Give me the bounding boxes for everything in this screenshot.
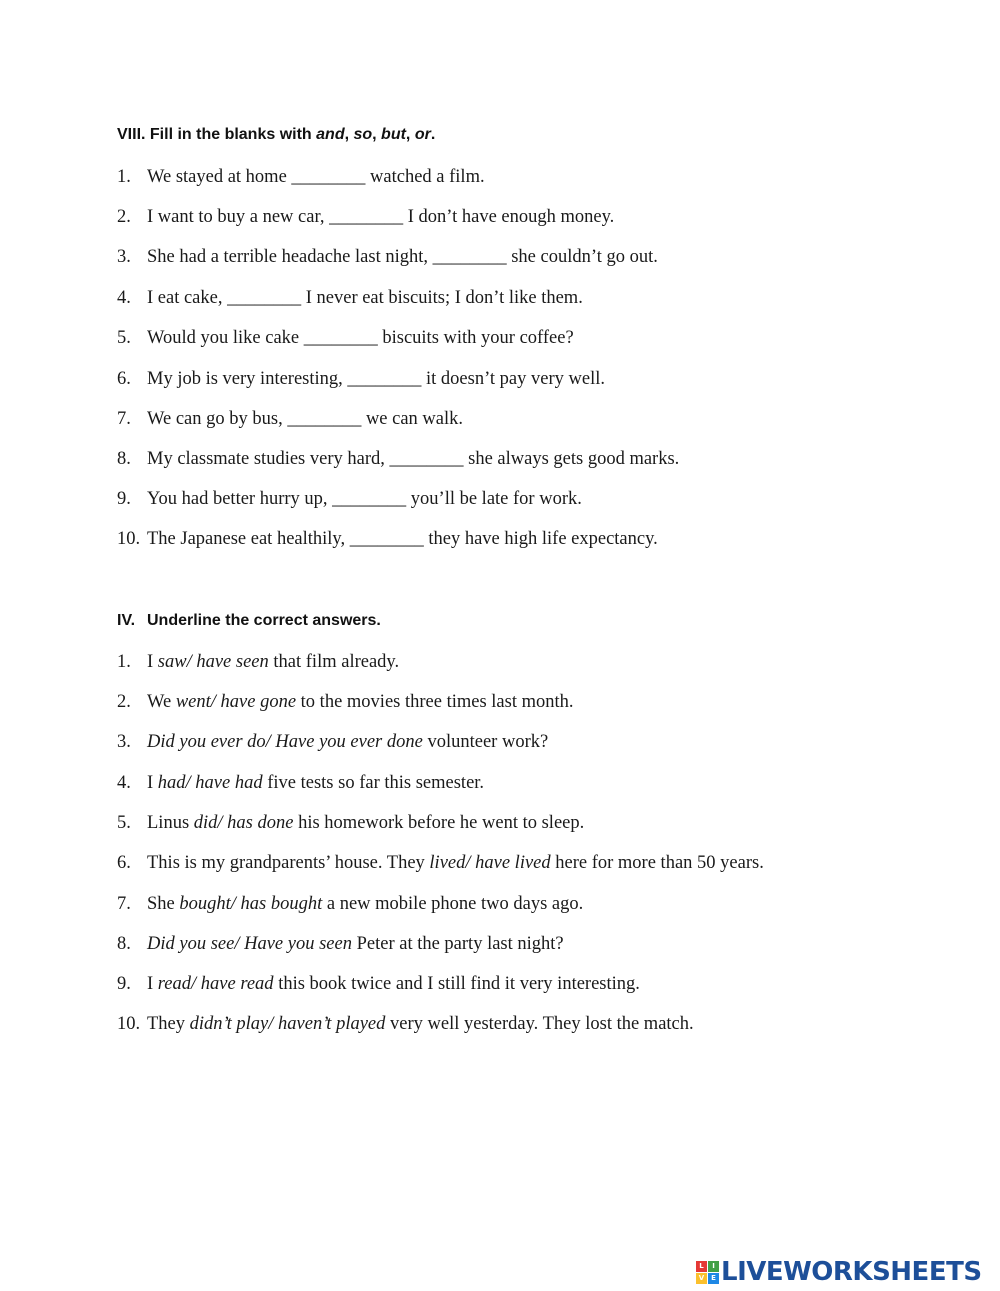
- underline-item: [117, 1014, 694, 1035]
- heading-number: IV.: [117, 612, 136, 629]
- item-text: We stayed at home ________ watched a film.: [147, 167, 485, 187]
- answer-options[interactable]: bought/ has bought: [179, 894, 323, 914]
- item-number: 5.: [117, 328, 131, 348]
- fill-blank-item: [117, 449, 679, 470]
- item-post: his homework before he went to sleep.: [293, 813, 585, 833]
- item-number: 4.: [117, 288, 131, 308]
- item-pre: We: [147, 692, 176, 712]
- item-post: very well yesterday. They lost the match.: [385, 1014, 694, 1034]
- conj-and: and: [316, 126, 345, 143]
- item-pre: She: [147, 894, 180, 914]
- item-number: 1.: [117, 167, 131, 187]
- item-post: five tests so far this semester.: [262, 773, 485, 793]
- fill-blank-item: [117, 409, 463, 430]
- item-number: 9.: [117, 489, 131, 509]
- underline-item: [117, 692, 574, 713]
- item-number: 8.: [117, 934, 131, 954]
- item-text: The Japanese eat healthily, ________ they have high life expectancy.: [147, 529, 658, 549]
- item-text: My classmate studies very hard, ________ she always gets good marks.: [147, 449, 680, 469]
- item-post: that film already.: [268, 652, 400, 672]
- answer-options[interactable]: had/ have had: [157, 773, 263, 793]
- heading-sep: ,: [344, 126, 354, 143]
- item-post: volunteer work?: [422, 732, 549, 752]
- fill-blank-item: [117, 167, 485, 188]
- item-pre: They: [147, 1014, 190, 1034]
- item-number: 7.: [117, 409, 131, 429]
- underline-item: [117, 652, 399, 673]
- item-number: 4.: [117, 773, 131, 793]
- heading-sep: ,: [372, 126, 382, 143]
- heading-end: .: [430, 126, 436, 143]
- item-post: here for more than 50 years.: [550, 853, 764, 873]
- conj-or: or: [414, 126, 431, 143]
- item-number: 10.: [117, 529, 141, 549]
- item-text: My job is very interesting, ________ it doesn’t pay very well.: [147, 369, 605, 389]
- item-text: I eat cake, ________ I never eat biscuits; I don’t like them.: [147, 288, 583, 308]
- underline-item: [117, 853, 764, 874]
- item-text: We can go by bus, ________ we can walk.: [147, 409, 464, 429]
- fill-blank-item: [117, 328, 574, 349]
- logo-block: V: [696, 1273, 707, 1284]
- answer-options[interactable]: read/ have read: [157, 974, 274, 994]
- item-pre: I: [147, 773, 158, 793]
- item-text: Would you like cake ________ biscuits with your coffee?: [147, 328, 574, 348]
- item-number: 2.: [117, 207, 131, 227]
- fill-blank-item: [117, 489, 582, 510]
- heading-sep: ,: [405, 126, 415, 143]
- section-viii-heading: [117, 126, 435, 144]
- item-number: 1.: [117, 652, 131, 672]
- item-post: to the movies three times last month.: [296, 692, 574, 712]
- answer-options[interactable]: did/ has done: [193, 813, 294, 833]
- item-number: 3.: [117, 732, 131, 752]
- item-pre: I: [147, 974, 158, 994]
- logo-blocks-icon: [696, 1261, 719, 1284]
- underline-item: [117, 813, 584, 834]
- underline-item: [117, 773, 484, 794]
- answer-options[interactable]: went/ have gone: [175, 692, 297, 712]
- fill-blank-item: [117, 288, 583, 309]
- logo-block: L: [696, 1261, 707, 1272]
- logo-block: I: [708, 1261, 719, 1272]
- item-post: this book twice and I still find it very interesting.: [273, 974, 640, 994]
- item-pre: Linus: [147, 813, 194, 833]
- logo-block: E: [708, 1273, 719, 1284]
- liveworksheets-logo: [696, 1256, 982, 1288]
- underline-item: [117, 894, 583, 915]
- item-post: a new mobile phone two days ago.: [322, 894, 584, 914]
- item-number: 8.: [117, 449, 131, 469]
- item-text: You had better hurry up, ________ you’ll be late for work.: [147, 489, 582, 509]
- item-number: 6.: [117, 369, 131, 389]
- logo-text: LIVEWORKSHEETS: [721, 1257, 982, 1287]
- underline-item: [117, 934, 564, 955]
- answer-options[interactable]: Did you ever do/ Have you ever done: [147, 732, 423, 752]
- item-text: I want to buy a new car, ________ I don’t have enough money.: [147, 207, 615, 227]
- item-pre: I: [147, 652, 158, 672]
- fill-blank-item: [117, 247, 658, 268]
- answer-options[interactable]: didn’t play/ haven’t played: [189, 1014, 386, 1034]
- answer-options[interactable]: Did you see/ Have you seen: [147, 934, 352, 954]
- item-number: 9.: [117, 974, 131, 994]
- conj-but: but: [381, 126, 406, 143]
- item-number: 2.: [117, 692, 131, 712]
- item-post: Peter at the party last night?: [351, 934, 564, 954]
- fill-blank-item: [117, 529, 658, 550]
- item-text: She had a terrible headache last night, ________ she couldn’t go out.: [147, 247, 658, 267]
- fill-blank-item: [117, 207, 614, 228]
- item-number: 10.: [117, 1014, 141, 1034]
- answer-options[interactable]: saw/ have seen: [157, 652, 269, 672]
- underline-item: [117, 974, 640, 995]
- section-iv-heading: [117, 612, 381, 630]
- item-number: 7.: [117, 894, 131, 914]
- fill-blank-item: [117, 369, 605, 390]
- heading-prefix: VIII. Fill in the blanks with: [117, 126, 317, 143]
- underline-item: [117, 732, 548, 753]
- item-pre: This is my grandparents’ house. They: [147, 853, 430, 873]
- answer-options[interactable]: lived/ have lived: [429, 853, 551, 873]
- heading-text: Underline the correct answers.: [147, 612, 381, 629]
- conj-so: so: [353, 126, 373, 143]
- item-number: 5.: [117, 813, 131, 833]
- item-number: 3.: [117, 247, 131, 267]
- item-number: 6.: [117, 853, 131, 873]
